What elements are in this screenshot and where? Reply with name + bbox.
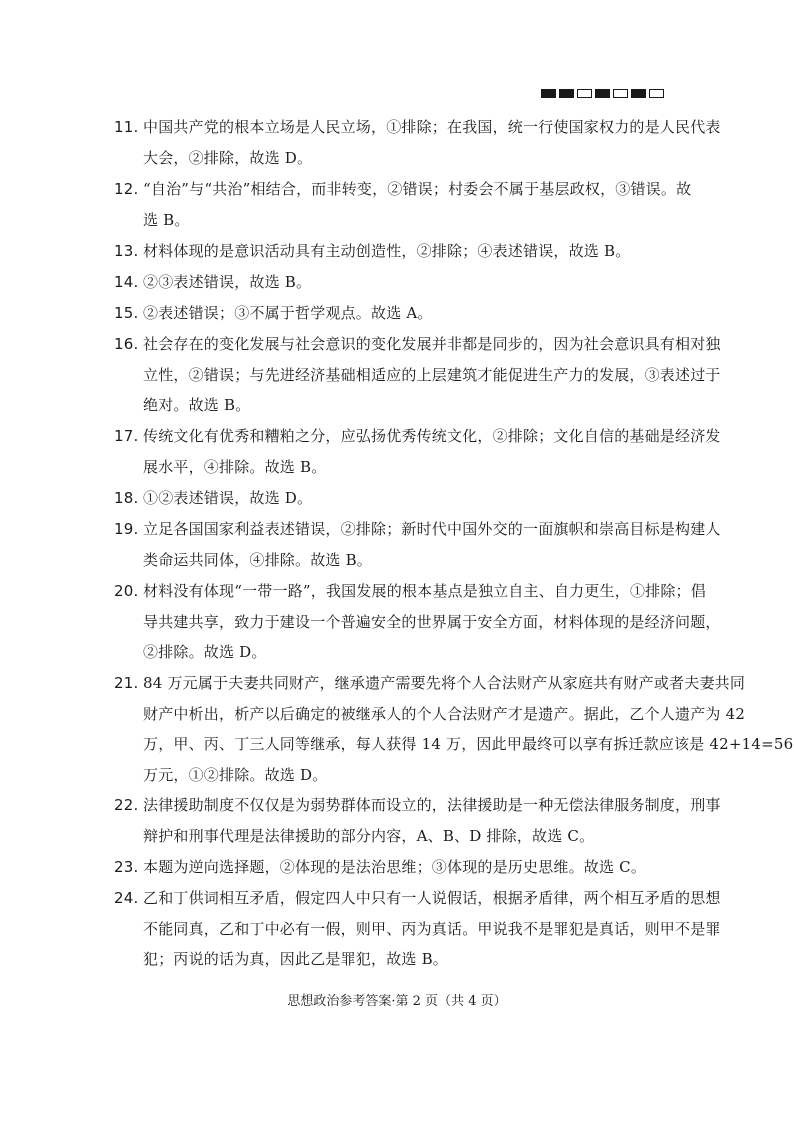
answer-text	[143, 236, 684, 267]
answer-line: ②③表述错误，故选 B。	[143, 273, 312, 291]
answer-line: 大会，②排除，故选 D。	[143, 148, 313, 167]
answer-line: 84 万元属于夫妻共同财产，继承遗产需要先将个人合法财产从家庭共有财产或者夫妻共同	[143, 674, 746, 692]
answer-number: 14.	[114, 273, 139, 291]
answer-line: “自治”与“共治”相结合，而非转变，②错误；村委会不属于基层政权，③错误。故	[143, 180, 692, 198]
answer-number: 12.	[114, 180, 139, 198]
answer-line: ①②表述错误，故选 D。	[143, 489, 313, 507]
answer-item	[114, 329, 721, 421]
answer-line: 展水平，④排除。故选 B。	[143, 457, 327, 476]
answer-text	[143, 267, 684, 298]
answer-number: 16.	[114, 335, 139, 353]
answer-item	[114, 668, 794, 790]
answer-number: 24.	[114, 889, 139, 907]
answer-item	[114, 236, 684, 267]
answer-line: 传统文化有优秀和糟粕之分，应弘扬优秀传统文化，②排除；文化自信的基础是经济发	[143, 427, 721, 445]
answer-item	[114, 421, 721, 482]
answer-line: 万元，①②排除。故选 D。	[143, 765, 328, 784]
answer-line: 本题为逆向选择题，②体现的是法治思维；③体现的是历史思维。故选 C。	[143, 858, 647, 876]
answer-line: 立足各国国家利益表述错误，②排除；新时代中国外交的一面旗帜和崇高目标是构建人	[143, 520, 721, 538]
answer-text	[143, 174, 692, 235]
answer-text	[143, 668, 794, 790]
answer-text	[143, 576, 721, 668]
answer-text	[143, 790, 721, 851]
page-footer: 思想政治参考答案·第 2 页（共 4 页）	[287, 994, 507, 1009]
answer-line: ②表述错误；③不属于哲学观点。故选 A。	[143, 304, 433, 322]
answer-item	[114, 112, 721, 173]
answer-line: 万，甲、丙、丁三人同等继承，每人获得 14 万，因此甲最终可以享有拆迁款应该是 42+14=56	[143, 735, 794, 753]
answer-item	[114, 852, 684, 883]
answer-item	[114, 298, 684, 329]
answer-line: 材料体现的是意识活动具有主动创造性，②排除；④表述错误，故选 B。	[143, 242, 631, 260]
answer-text	[143, 298, 684, 329]
answer-text	[143, 483, 684, 514]
answer-line: 材料没有体现“一带一路”，我国发展的根本基点是独立自主、自力更生，①排除；倡	[143, 582, 706, 600]
answer-line: 立性，②错误；与先进经济基础相适应的上层建筑才能促进生产力的发展，③表述过于	[143, 365, 721, 384]
answer-number: 20.	[114, 582, 139, 600]
answer-line: ②排除。故选 D。	[143, 643, 267, 661]
answer-line: 选 B。	[143, 210, 190, 229]
answer-line: 社会存在的变化发展与社会意识的变化发展并非都是同步的，因为社会意识具有相对独	[143, 335, 721, 353]
answer-number: 21.	[114, 674, 139, 692]
answer-number: 19.	[114, 520, 139, 538]
answer-line: 类命运共同体，④排除。故选 B。	[143, 550, 372, 569]
answer-line: 乙和丁供词相互矛盾，假定四人中只有一人说假话，根据矛盾律，两个相互矛盾的思想	[143, 889, 721, 907]
answer-item	[114, 576, 721, 668]
answer-item	[114, 267, 684, 298]
answer-number: 18.	[114, 489, 139, 507]
answer-item	[114, 483, 684, 514]
answer-line: 财产中析出，析产以后确定的被继承人的个人合法财产才是遗产。据此，乙个人遗产为 42	[143, 704, 746, 723]
answer-item	[114, 790, 721, 851]
answer-text	[143, 514, 721, 575]
answer-number: 15.	[114, 304, 139, 322]
answer-text	[143, 883, 721, 975]
answer-number: 22.	[114, 796, 139, 814]
answer-line: 中国共产党的根本立场是人民立场，①排除；在我国，统一行使国家权力的是人民代表	[143, 118, 721, 136]
answer-line: 犯；丙说的话为真，因此乙是罪犯，故选 B。	[143, 950, 448, 968]
answer-number: 11.	[114, 118, 139, 136]
answer-item	[114, 174, 692, 235]
answer-number: 13.	[114, 242, 139, 260]
answer-number: 23.	[114, 858, 139, 876]
answer-text	[143, 852, 684, 883]
answer-text	[143, 329, 721, 421]
answer-item	[114, 883, 721, 975]
answer-text	[143, 112, 721, 173]
answer-text	[143, 421, 721, 482]
answer-line: 法律援助制度不仅仅是为弱势群体而设立的，法律援助是一种无偿法律服务制度，刑事	[143, 796, 721, 814]
answer-line: 辩护和刑事代理是法律援助的部分内容，A、B、D 排除，故选 C。	[143, 826, 595, 845]
answer-number: 17.	[114, 427, 139, 445]
answer-line: 绝对。故选 B。	[143, 396, 251, 414]
answer-item	[114, 514, 721, 575]
answer-line: 不能同真，乙和丁中必有一假，则甲、丙为真话。甲说我不是罪犯是真话，则甲不是罪	[143, 919, 721, 938]
answer-line: 导共建共享，致力于建设一个普遍安全的世界属于安全方面，材料体现的是经济问题，	[143, 612, 721, 631]
